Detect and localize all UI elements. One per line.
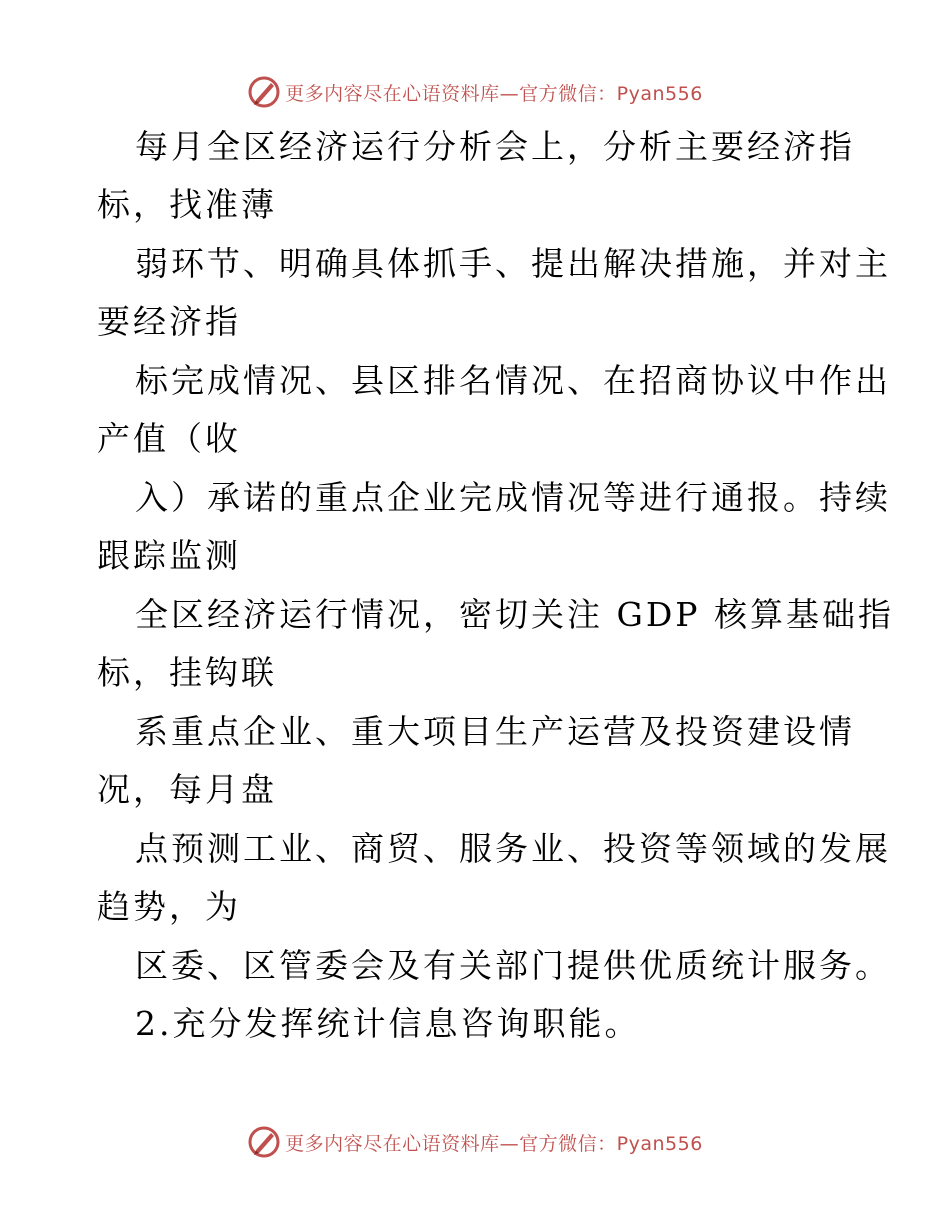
- pen-logo-icon: [247, 75, 281, 109]
- text-line: 产值（收: [97, 419, 241, 458]
- text-line: 区委、区管委会及有关部门提供优质统计服务。: [135, 946, 891, 985]
- text-line: 2.充分发挥统计信息咨询职能。: [135, 1004, 641, 1043]
- watermark-text: 更多内容尽在心语资料库—官方微信：Pyan556: [285, 82, 703, 105]
- text-line: 系重点企业、重大项目生产运营及投资建设情: [135, 712, 855, 751]
- text-line: 标，找准薄: [97, 185, 277, 224]
- text-line: 要经济指: [97, 302, 241, 341]
- text-line: 跟踪监测: [97, 536, 241, 575]
- pen-logo-icon: [247, 1125, 281, 1159]
- text-line: 标，挂钩联: [97, 653, 277, 692]
- text-line: 趋势，为: [97, 887, 241, 926]
- text-line: 每月全区经济运行分析会上，分析主要经济指: [135, 127, 855, 166]
- watermark-text: 更多内容尽在心语资料库—官方微信：Pyan556: [285, 1132, 703, 1155]
- text-line: 标完成情况、县区排名情况、在招商协议中作出: [135, 361, 891, 400]
- header-watermark: [0, 70, 950, 114]
- text-line: 点预测工业、商贸、服务业、投资等领域的发展: [135, 829, 891, 868]
- text-line: 况，每月盘: [97, 770, 277, 809]
- text-line: 全区经济运行情况，密切关注 GDP 核算基础指: [135, 595, 895, 634]
- text-line: 弱环节、明确具体抓手、提出解决措施，并对主: [135, 244, 891, 283]
- text-line: 入）承诺的重点企业完成情况等进行通报。持续: [135, 478, 891, 517]
- footer-watermark: [0, 1120, 950, 1164]
